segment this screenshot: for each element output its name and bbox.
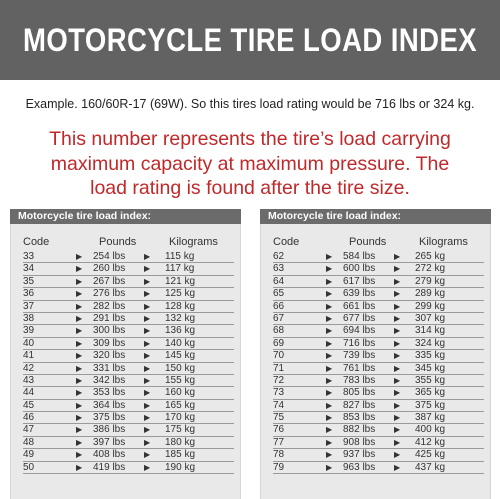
pounds-value: 677 lbs	[343, 312, 376, 324]
load-code: 33	[23, 251, 35, 262]
pounds-value: 853 lbs	[343, 412, 376, 424]
arrow-right-icon: ▶	[144, 400, 151, 410]
pounds-value: 408 lbs	[93, 449, 126, 461]
arrow-right-icon: ▶	[394, 264, 401, 274]
table-row	[273, 301, 484, 313]
arrow-right-icon: ▶	[326, 400, 333, 410]
arrow-right-icon: ▶	[326, 276, 333, 286]
load-code: 39	[23, 325, 35, 337]
arrow-right-icon: ▶	[144, 264, 151, 274]
load-code: 42	[23, 362, 35, 374]
arrow-right-icon: ▶	[394, 276, 401, 286]
load-code: 66	[273, 300, 285, 312]
table-body	[260, 224, 491, 499]
load-code: 49	[23, 449, 35, 461]
pounds-value: 309 lbs	[93, 337, 126, 349]
table-row	[23, 412, 234, 424]
table-row	[23, 375, 234, 387]
table-row	[23, 363, 234, 375]
arrow-right-icon: ▶	[326, 425, 333, 435]
arrow-right-icon: ▶	[76, 388, 83, 398]
arrow-right-icon: ▶	[144, 462, 151, 472]
table-row	[23, 263, 234, 275]
pounds-value: 783 lbs	[343, 374, 376, 386]
arrow-right-icon: ▶	[76, 276, 83, 286]
pounds-value: 353 lbs	[93, 387, 126, 399]
table-row	[23, 338, 234, 350]
arrow-right-icon: ▶	[144, 388, 151, 398]
arrow-right-icon: ▶	[76, 326, 83, 336]
load-index-table-right	[260, 209, 491, 499]
kilograms-value: 265 kg	[415, 251, 446, 262]
arrow-right-icon: ▶	[76, 413, 83, 423]
load-code: 78	[273, 449, 285, 461]
load-code: 41	[23, 350, 35, 362]
arrow-right-icon: ▶	[76, 450, 83, 460]
kilograms-value: 155 kg	[165, 374, 196, 386]
arrow-right-icon: ▶	[394, 437, 401, 447]
table-row	[23, 288, 234, 300]
arrow-right-icon: ▶	[394, 326, 401, 336]
arrow-right-icon: ▶	[326, 326, 333, 336]
arrow-right-icon: ▶	[76, 301, 83, 311]
load-code: 79	[273, 461, 285, 473]
pounds-value: 375 lbs	[93, 412, 126, 424]
load-code: 47	[23, 424, 35, 436]
arrow-right-icon: ▶	[144, 252, 151, 261]
table-row	[273, 251, 484, 263]
arrow-right-icon: ▶	[394, 289, 401, 299]
load-code: 40	[23, 337, 35, 349]
kilograms-value: 345 kg	[415, 362, 446, 374]
kilograms-value: 132 kg	[165, 312, 196, 324]
table-row	[273, 437, 484, 449]
arrow-right-icon: ▶	[76, 338, 83, 348]
pounds-value: 882 lbs	[343, 424, 376, 436]
kilograms-value: 121 kg	[165, 275, 196, 287]
kilograms-value: 299 kg	[415, 300, 446, 312]
kilograms-value: 387 kg	[415, 412, 446, 424]
arrow-right-icon: ▶	[326, 413, 333, 423]
arrow-right-icon: ▶	[326, 450, 333, 460]
arrow-right-icon: ▶	[144, 450, 151, 460]
column-header-kilograms: Kilograms	[169, 236, 218, 248]
pounds-value: 282 lbs	[93, 300, 126, 312]
load-code: 65	[273, 288, 285, 300]
pounds-value: 908 lbs	[343, 436, 376, 448]
kilograms-value: 140 kg	[165, 337, 196, 349]
table-row	[273, 338, 484, 350]
load-code: 72	[273, 374, 285, 386]
kilograms-value: 365 kg	[415, 387, 446, 399]
pounds-value: 342 lbs	[93, 374, 126, 386]
arrow-right-icon: ▶	[144, 363, 151, 373]
kilograms-value: 355 kg	[415, 374, 446, 386]
table-row	[273, 325, 484, 337]
kilograms-value: 412 kg	[415, 436, 446, 448]
load-code: 70	[273, 350, 285, 362]
load-code: 34	[23, 263, 35, 275]
table-row	[273, 350, 484, 362]
pounds-value: 827 lbs	[343, 399, 376, 411]
kilograms-value: 279 kg	[415, 275, 446, 287]
table-title: Motorcycle tire load index:	[10, 209, 241, 224]
arrow-right-icon: ▶	[394, 450, 401, 460]
note-line: This number represents the tire’s load carrying	[49, 128, 451, 150]
table-row	[23, 325, 234, 337]
kilograms-value: 165 kg	[165, 399, 196, 411]
pounds-value: 267 lbs	[93, 275, 126, 287]
kilograms-value: 314 kg	[415, 325, 446, 337]
pounds-value: 661 lbs	[343, 300, 376, 312]
arrow-right-icon: ▶	[394, 425, 401, 435]
kilograms-value: 128 kg	[165, 300, 196, 312]
table-row	[273, 363, 484, 375]
load-code: 37	[23, 300, 35, 312]
load-code: 45	[23, 399, 35, 411]
arrow-right-icon: ▶	[326, 252, 333, 261]
pounds-value: 276 lbs	[93, 288, 126, 300]
kilograms-value: 175 kg	[165, 424, 196, 436]
table-row	[23, 449, 234, 461]
arrow-right-icon: ▶	[326, 289, 333, 299]
arrow-right-icon: ▶	[394, 363, 401, 373]
arrow-right-icon: ▶	[144, 326, 151, 336]
arrow-right-icon: ▶	[76, 313, 83, 323]
kilograms-value: 150 kg	[165, 362, 196, 374]
kilograms-value: 145 kg	[165, 350, 196, 362]
table-row	[273, 276, 484, 288]
pounds-value: 584 lbs	[343, 251, 376, 262]
load-code: 69	[273, 337, 285, 349]
load-code: 44	[23, 387, 35, 399]
kilograms-value: 437 kg	[415, 461, 446, 473]
arrow-right-icon: ▶	[326, 301, 333, 311]
load-code: 62	[273, 251, 285, 262]
table-row	[23, 276, 234, 288]
table-row	[23, 424, 234, 436]
arrow-right-icon: ▶	[76, 289, 83, 299]
kilograms-value: 400 kg	[415, 424, 446, 436]
column-header-pounds: Pounds	[99, 236, 137, 248]
pounds-value: 739 lbs	[343, 350, 376, 362]
arrow-right-icon: ▶	[326, 363, 333, 373]
pounds-value: 397 lbs	[93, 436, 126, 448]
table-header-row	[273, 236, 484, 249]
arrow-right-icon: ▶	[394, 400, 401, 410]
kilograms-value: 170 kg	[165, 412, 196, 424]
load-code: 73	[273, 387, 285, 399]
pounds-value: 300 lbs	[93, 325, 126, 337]
pounds-value: 716 lbs	[343, 337, 376, 349]
load-code: 38	[23, 312, 35, 324]
column-header-pounds: Pounds	[349, 236, 387, 248]
table-row	[23, 387, 234, 399]
kilograms-value: 136 kg	[165, 325, 196, 337]
table-row	[23, 350, 234, 362]
arrow-right-icon: ▶	[76, 375, 83, 385]
arrow-right-icon: ▶	[76, 351, 83, 361]
pounds-value: 963 lbs	[343, 461, 376, 473]
kilograms-value: 289 kg	[415, 288, 446, 300]
pounds-value: 254 lbs	[93, 251, 126, 262]
load-code: 50	[23, 461, 35, 473]
kilograms-value: 160 kg	[165, 387, 196, 399]
arrow-right-icon: ▶	[144, 338, 151, 348]
table-row	[23, 301, 234, 313]
arrow-right-icon: ▶	[144, 437, 151, 447]
kilograms-value: 324 kg	[415, 337, 446, 349]
load-code: 36	[23, 288, 35, 300]
arrow-right-icon: ▶	[394, 252, 401, 261]
kilograms-value: 375 kg	[415, 399, 446, 411]
load-code: 35	[23, 275, 35, 287]
kilograms-value: 307 kg	[415, 312, 446, 324]
pounds-value: 331 lbs	[93, 362, 126, 374]
arrow-right-icon: ▶	[394, 338, 401, 348]
kilograms-value: 335 kg	[415, 350, 446, 362]
arrow-right-icon: ▶	[326, 313, 333, 323]
load-code: 76	[273, 424, 285, 436]
arrow-right-icon: ▶	[394, 313, 401, 323]
table-row	[273, 263, 484, 275]
arrow-right-icon: ▶	[394, 351, 401, 361]
header-banner	[0, 0, 500, 80]
pounds-value: 386 lbs	[93, 424, 126, 436]
kilograms-value: 272 kg	[415, 263, 446, 275]
kilograms-value: 180 kg	[165, 436, 196, 448]
arrow-right-icon: ▶	[144, 313, 151, 323]
table-body	[10, 224, 241, 499]
table-row	[273, 387, 484, 399]
column-header-code: Code	[273, 236, 300, 248]
arrow-right-icon: ▶	[326, 338, 333, 348]
kilograms-value: 125 kg	[165, 288, 196, 300]
table-row	[273, 424, 484, 436]
load-rating-note	[10, 127, 490, 201]
load-code: 64	[273, 275, 285, 287]
page-title: MOTORCYCLE TIRE LOAD INDEX	[22, 21, 478, 58]
pounds-value: 364 lbs	[93, 399, 126, 411]
pounds-value: 320 lbs	[93, 350, 126, 362]
table-row	[273, 313, 484, 325]
column-header-code: Code	[23, 236, 50, 248]
table-row	[273, 449, 484, 461]
arrow-right-icon: ▶	[326, 351, 333, 361]
arrow-right-icon: ▶	[144, 289, 151, 299]
arrow-right-icon: ▶	[394, 462, 401, 472]
pounds-value: 419 lbs	[93, 461, 126, 473]
table-row	[23, 437, 234, 449]
arrow-right-icon: ▶	[144, 375, 151, 385]
table-row	[273, 375, 484, 387]
table-row	[273, 462, 484, 474]
pounds-value: 291 lbs	[93, 312, 126, 324]
table-title: Motorcycle tire load index:	[260, 209, 491, 224]
table-row	[273, 412, 484, 424]
load-code: 67	[273, 312, 285, 324]
load-code: 63	[273, 263, 285, 275]
load-code: 77	[273, 436, 285, 448]
table-row	[23, 313, 234, 325]
table-row	[23, 462, 234, 474]
load-code: 43	[23, 374, 35, 386]
arrow-right-icon: ▶	[394, 375, 401, 385]
load-code: 75	[273, 412, 285, 424]
arrow-right-icon: ▶	[326, 375, 333, 385]
arrow-right-icon: ▶	[144, 276, 151, 286]
pounds-value: 600 lbs	[343, 263, 376, 275]
kilograms-value: 115 kg	[165, 251, 195, 262]
kilograms-value: 190 kg	[165, 461, 196, 473]
table-header-row	[23, 236, 234, 249]
pounds-value: 639 lbs	[343, 288, 376, 300]
table-row	[23, 251, 234, 263]
note-line: maximum capacity at maximum pressure. The	[50, 152, 450, 175]
pounds-value: 617 lbs	[343, 275, 376, 287]
pounds-value: 260 lbs	[93, 263, 126, 275]
arrow-right-icon: ▶	[326, 462, 333, 472]
table-row	[273, 288, 484, 300]
arrow-right-icon: ▶	[76, 363, 83, 373]
note-line: load rating is found after the tire size.	[90, 177, 410, 199]
pounds-value: 805 lbs	[343, 387, 376, 399]
load-code: 48	[23, 436, 35, 448]
arrow-right-icon: ▶	[76, 462, 83, 472]
arrow-right-icon: ▶	[326, 388, 333, 398]
arrow-right-icon: ▶	[144, 301, 151, 311]
table-row	[273, 400, 484, 412]
load-index-table-left	[10, 209, 241, 499]
arrow-right-icon: ▶	[76, 400, 83, 410]
arrow-right-icon: ▶	[144, 351, 151, 361]
kilograms-value: 117 kg	[165, 263, 195, 275]
kilograms-value: 185 kg	[165, 449, 196, 461]
arrow-right-icon: ▶	[394, 388, 401, 398]
table-row	[23, 400, 234, 412]
load-code: 46	[23, 412, 35, 424]
column-header-kilograms: Kilograms	[419, 236, 468, 248]
pounds-value: 761 lbs	[343, 362, 376, 374]
load-code: 68	[273, 325, 285, 337]
pounds-value: 937 lbs	[343, 449, 376, 461]
pounds-value: 694 lbs	[343, 325, 376, 337]
arrow-right-icon: ▶	[144, 413, 151, 423]
arrow-right-icon: ▶	[326, 264, 333, 274]
arrow-right-icon: ▶	[326, 437, 333, 447]
load-code: 71	[273, 362, 285, 374]
arrow-right-icon: ▶	[394, 301, 401, 311]
arrow-right-icon: ▶	[144, 425, 151, 435]
kilograms-value: 425 kg	[415, 449, 446, 461]
example-text: Example. 160/60R-17 (69W). So this tires load rating would be 716 lbs or 324 kg.	[25, 97, 475, 111]
load-code: 74	[273, 399, 285, 411]
arrow-right-icon: ▶	[76, 252, 83, 261]
arrow-right-icon: ▶	[76, 425, 83, 435]
arrow-right-icon: ▶	[76, 264, 83, 274]
arrow-right-icon: ▶	[76, 437, 83, 447]
arrow-right-icon: ▶	[394, 413, 401, 423]
